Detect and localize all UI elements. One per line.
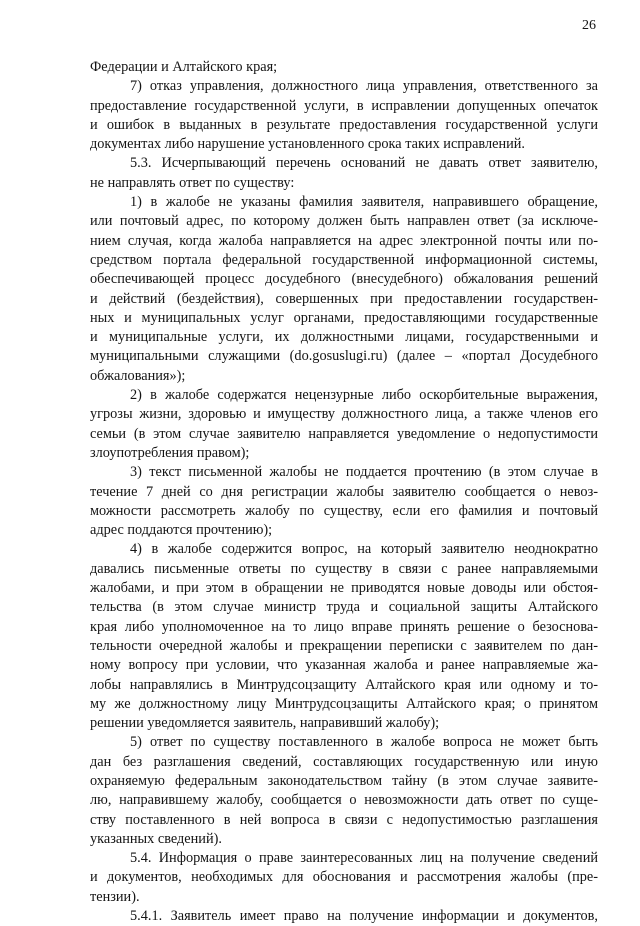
paragraph-p6 <box>90 540 598 733</box>
text-line: 1) в жалобе не указаны фамилия заявителя, направившего обращение, <box>130 194 598 211</box>
text-line: течение 7 дней со дня регистрации жалобы заявителю сообщается о невоз- <box>90 483 598 500</box>
text-line: и документов, необходимых для обоснования и рассмотрения жалобы (пре- <box>90 869 598 886</box>
text-line: тельности очередной жалобы и прекращении переписки с заявителем по дан- <box>90 637 598 654</box>
text-line: или почтовый адрес, по которому должен быть направлен ответ (за исключе- <box>90 213 598 230</box>
text-line: 3) текст письменной жалобы не поддается прочтению (в этом случае в <box>130 464 598 481</box>
text-line: обеспечивающей процесс досудебного (внесудебного) обжалования решений <box>90 271 598 288</box>
text-line: 7) отказ управления, должностного лица управления, ответственного за <box>130 78 598 95</box>
text-line: и муниципальные услуги, их должностными лицами, государственными и <box>90 329 598 346</box>
text-line: муниципальными служащими (do.gosuslugi.ru) (далее – «портал Досудебного <box>90 348 598 365</box>
text-line: семьи (в этом случае заявителю направляется уведомление о недопустимости <box>90 425 598 442</box>
text-line: указанных сведений). <box>90 830 222 847</box>
text-line: 2) в жалобе содержатся нецензурные либо оскорбительные выражения, <box>130 387 598 404</box>
text-line: можности рассмотреть жалобу по существу, если его фамилия и почтовый <box>90 502 598 519</box>
text-line: ному вопросу при условии, что указанная жалоба и ранее направляемые жа- <box>90 657 598 674</box>
text-line: Федерации и Алтайского края; <box>90 59 278 75</box>
paragraph-p2 <box>90 154 598 193</box>
text-line: жалобами, и при этом в обращении не приводятся новые доводы или обстоя- <box>90 580 598 597</box>
text-line: 5.4. Информация о праве заинтересованных лиц на получение сведений <box>130 850 598 867</box>
text-line: края либо уполномоченное на то лицо вправе принять решение о безоснова- <box>90 618 598 635</box>
text-line: охраняемую федеральным законодательством тайну (в этом случае заявите- <box>90 772 598 789</box>
text-line: предоставление государственной услуги, в исправлении допущенных опечаток <box>90 97 598 114</box>
text-line: давались письменные ответы по существу в связи с ранее направляемыми <box>90 560 598 577</box>
paragraph-p4 <box>90 386 598 463</box>
text-line: и действий (бездействия), совершенных при предоставлении государствен- <box>90 290 598 307</box>
text-line: лю, направившему жалобу, сообщается о невозможности дать ответ по суще- <box>90 792 598 809</box>
text-line: тельства (в этом случае министр труда и социальной защиты Алтайского <box>90 599 598 616</box>
text-line: злоупотребления правом); <box>90 444 250 461</box>
text-line: му же должностному лицу Минтрудсоцзащиты Алтайского края; о принятом <box>90 695 598 712</box>
text-line: дан без разглашения сведений, составляющих государственную или иную <box>90 753 598 770</box>
text-line: документах либо нарушение установленного срока таких исправлений. <box>90 136 526 153</box>
text-line: тензии). <box>90 888 140 905</box>
text-line: не направлять ответ по существу: <box>90 174 295 191</box>
text-line: 4) в жалобе содержится вопрос, на который заявителю неоднократно <box>130 541 598 558</box>
text-line: решении уведомляется заявитель, направивший жалобу); <box>90 715 440 732</box>
paragraph-p7 <box>90 733 598 849</box>
text-line: лобы направлялись в Минтрудсоцзащиту Алтайского края или одному и то- <box>90 676 598 693</box>
text-line: нием случая, когда жалоба направляется на адрес электронной почты или по- <box>90 232 598 249</box>
text-line: ству поставленного в ней вопроса в связи с недопустимостью разглашения <box>90 811 598 828</box>
document-body <box>90 58 598 926</box>
paragraph-p0 <box>90 58 598 77</box>
paragraph-p8 <box>90 849 598 907</box>
paragraph-p1 <box>90 77 598 154</box>
text-line: угрозы жизни, здоровью и имуществу должностного лица, а также членов его <box>90 406 598 423</box>
paragraph-p9 <box>90 907 598 926</box>
text-line: 5) ответ по существу поставленного в жалобе вопроса не может быть <box>130 734 598 751</box>
text-line: 5.4.1. Заявитель имеет право на получение информации и документов, <box>130 908 598 925</box>
text-line: и ошибок в выданных в результате предоставления государственной услуги <box>90 116 598 133</box>
paragraph-p3 <box>90 193 598 386</box>
text-line: 5.3. Исчерпывающий перечень оснований не давать ответ заявителю, <box>130 155 598 172</box>
text-line: обжалования»); <box>90 367 186 384</box>
text-line: ных и муниципальных услуг органами, предоставляющими государственные <box>90 309 598 326</box>
text-line: адрес поддаются прочтению); <box>90 522 273 539</box>
text-line: средством портала федеральной государственной информационной системы, <box>90 251 598 268</box>
page-number: 26 <box>582 18 596 33</box>
paragraph-p5 <box>90 463 598 540</box>
